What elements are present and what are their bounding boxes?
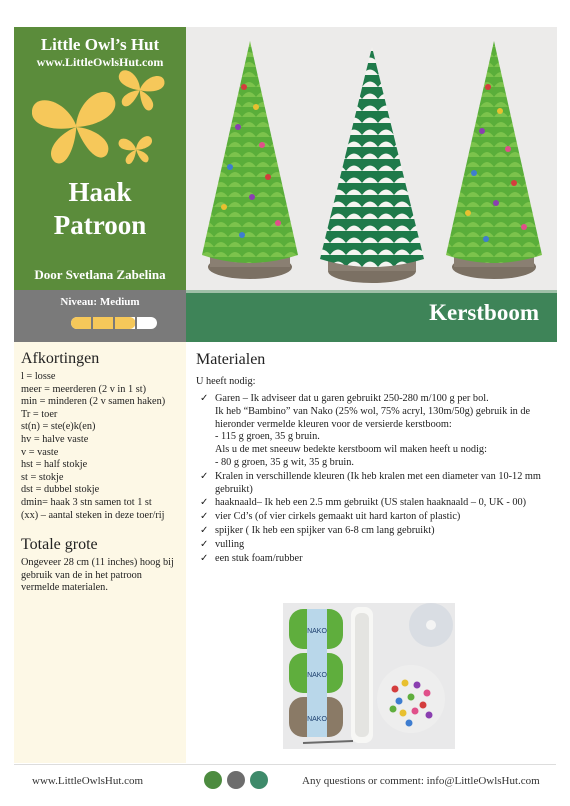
materials-heading: Materialen — [196, 351, 266, 368]
difficulty-meter-icon — [70, 315, 158, 331]
checkmark-icon: ✓ — [200, 497, 209, 509]
materials-list — [200, 393, 554, 566]
material-line: haaknaald– Ik heb een 2.5 mm gebruikt (US stalen haaknaald – 0, UK - 00) — [215, 497, 527, 509]
material-item — [200, 393, 554, 470]
checkmark-icon: ✓ — [200, 524, 209, 536]
materials-photo — [283, 603, 455, 749]
checkmark-icon: ✓ — [200, 538, 209, 550]
abbreviation-item: dst = dubbel stokje — [21, 484, 100, 496]
materials-intro: U heeft nodig: — [196, 376, 256, 387]
material-item — [200, 553, 554, 566]
material-line: - 115 g groen, 35 g bruin. — [215, 431, 320, 443]
title-line-2: Patroon — [53, 210, 147, 240]
difficulty-level-bar — [14, 290, 186, 342]
yarn-label: NAKO — [307, 672, 327, 679]
author: Door Svetlana Zabelina — [34, 267, 166, 282]
abbreviation-item: st(n) = ste(e)k(en) — [21, 421, 96, 433]
checkmark-icon: ✓ — [200, 393, 209, 404]
sidebar — [14, 342, 186, 763]
material-item — [200, 497, 554, 510]
footer-divider — [14, 764, 556, 765]
total-size-heading: Totale grote — [21, 536, 98, 554]
abbreviation-item: l = losse — [21, 371, 56, 382]
abbreviation-item: meer = meerderen (2 v in 1 st) — [21, 383, 147, 395]
yarn-label: NAKO — [307, 716, 327, 723]
footer-dot-teal — [250, 771, 268, 789]
footer-dot-gray — [227, 771, 245, 789]
abbreviation-item: st = stokje — [21, 471, 64, 483]
material-item — [200, 511, 554, 524]
material-line: Garen – Ik adviseer dat u garen gebruikt 250-280 m/100 g per bol. — [215, 393, 489, 404]
material-line: een stuk foam/rubber — [215, 552, 303, 564]
material-line: spijker ( Ik heb een spijker van 6-8 cm lang gebruikt) — [215, 524, 435, 536]
hero-photo-christmas-trees — [186, 27, 557, 290]
total-size-text: Ongeveer 28 cm (11 inches) hoog bij gebruik van de in het patroon vermelde materialen. — [21, 557, 174, 594]
abbreviations-heading: Afkortingen — [21, 350, 100, 367]
abbreviation-item: (xx) – aantal steken in deze toer/rij — [21, 509, 165, 521]
abbreviation-item: hv = halve vaste — [21, 433, 89, 445]
material-item — [200, 525, 554, 538]
footer-contact: Any questions or comment: info@LittleOwlsHut.com — [302, 775, 540, 787]
material-item — [200, 471, 554, 497]
material-line: vier Cd’s (of vier cirkels gemaakt uit hard karton of plastic) — [215, 511, 461, 523]
material-line: Kralen in verschillende kleuren (Ik heb kralen met een diameter van 10-12 mm gebruikt) — [215, 470, 541, 495]
abbreviation-item: hst = half stokje — [21, 459, 88, 471]
title-line-1: Haak — [68, 177, 132, 207]
abbreviation-item: v = vaste — [21, 446, 59, 458]
brand-url[interactable]: www.LittleOwlsHut.com — [36, 55, 164, 69]
brand-name: Little Owl’s Hut — [40, 35, 160, 54]
brand-panel — [14, 27, 186, 290]
level-label: Niveau: Medium — [60, 296, 140, 308]
pattern-title-bar — [186, 290, 557, 342]
abbreviations-list — [21, 371, 179, 522]
title-bar-accent — [186, 290, 557, 293]
abbreviation-item: dmin= haak 3 stn samen tot 1 st — [21, 496, 152, 508]
material-item — [200, 539, 554, 552]
footer-dot-green — [204, 771, 222, 789]
checkmark-icon: ✓ — [200, 552, 209, 564]
material-line: - 80 g groen, 35 g wit, 35 g bruin. — [215, 456, 354, 468]
footer-url[interactable]: www.LittleOwlsHut.com — [32, 775, 144, 787]
material-line: Als u de met sneeuw bedekte kerstboom wil maken heeft u nodig: — [215, 444, 487, 456]
checkmark-icon: ✓ — [200, 511, 209, 523]
material-line: vulling — [215, 538, 245, 550]
abbreviation-item: min = minderen (2 v samen haken) — [21, 396, 166, 408]
abbreviation-item: Tr = toer — [21, 408, 58, 420]
checkmark-icon: ✓ — [200, 470, 209, 482]
butterfly-logo-icon — [32, 67, 172, 177]
pattern-title: Kerstboom — [429, 300, 539, 325]
yarn-label: NAKO — [307, 628, 327, 635]
material-line: Ik heb “Bambino” van Nako (25% wol, 75% acryl, 130m/50g) gebruik in de hieronder vermelde kleuren voor de versierde kerstboom: — [215, 405, 531, 430]
